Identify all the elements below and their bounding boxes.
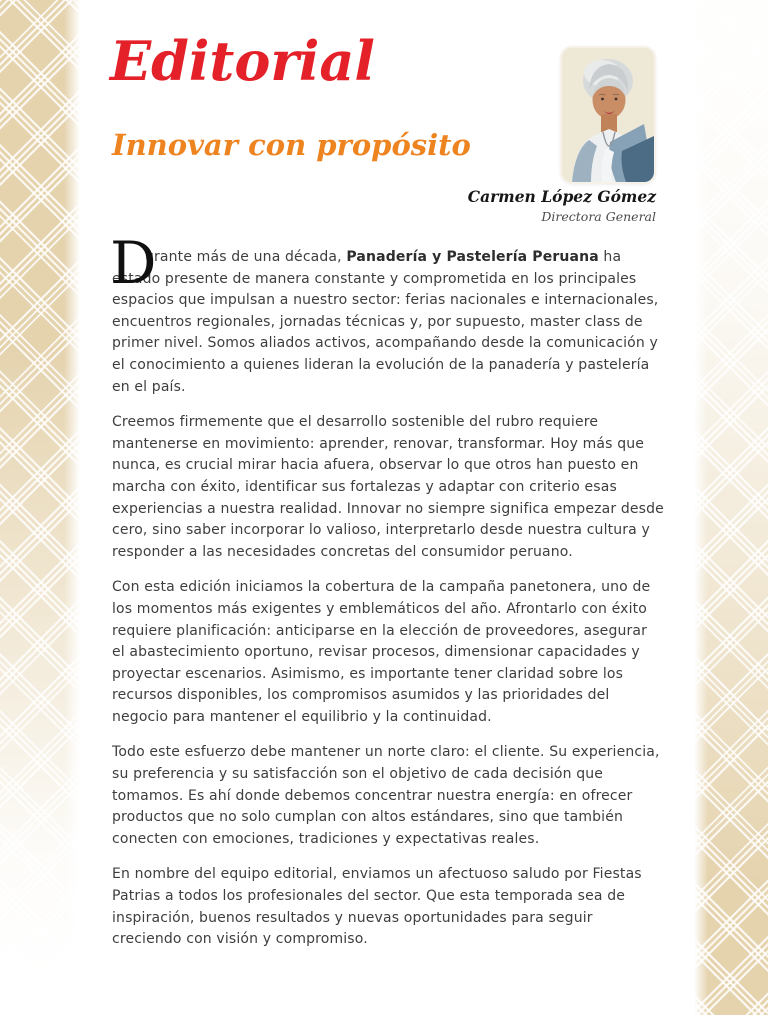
- right-lattice-border: [692, 0, 768, 1015]
- paragraph-1-text: urante más de una década,: [145, 249, 347, 265]
- paragraph-5: En nombre del equipo editorial, enviamos un afectuoso saludo por Fiestas Patrias a todos los profesionales del sector. Que esta temporada sea de inspiración, buenos resultados y nuevas oportunidades para seguir creciendo con visión y compromiso.: [112, 866, 642, 948]
- paragraph-1: [110, 229, 664, 398]
- magazine-name: Panadería y Pastelería Peruana: [346, 249, 599, 265]
- paragraph-4: Todo este esfuerzo debe mantener un norte claro: el cliente. Su experiencia, su preferencia y su satisfacción son el objetivo de cada decisión que tomamos. Es ahí donde debemos concentrar nuestra energía: en ofrecer productos que no solo cumplan con altos estándares, sino que también conecten con emociones, tradiciones y expectativas reales.: [112, 744, 660, 847]
- author-name: Carmen López Gómez: [467, 187, 656, 206]
- page-subtitle: Innovar con propósito: [112, 128, 471, 162]
- editorial-article: [110, 229, 664, 965]
- paragraph-1-text: ha estado presente de manera constante y comprometida en los principales espacios que impulsan a nuestro sector: ferias nacionales e internacionales, encuentros regionales, jornadas técnicas y, por supuesto, master class de primer nivel. Somos aliados activos, acompañando desde la comunicación y el conocimiento a quienes lideran la evolución de la panadería y pastelería en el país.: [112, 249, 659, 395]
- page-title: Editorial: [110, 29, 375, 93]
- left-lattice-border: [0, 0, 82, 1015]
- author-portrait-illustration: [562, 48, 654, 182]
- author-role: Directora General: [541, 209, 656, 224]
- author-photo: [562, 48, 654, 182]
- paragraph-2: Creemos firmemente que el desarrollo sostenible del rubro requiere mantenerse en movimiento: aprender, renovar, transformar. Hoy más que nunca, es crucial mirar hacia afuera, observar lo que otros han puesto en marcha con éxito, identificar sus fortalezas y adaptar con criterio esas experiencias a nuestra realidad. Innovar no siempre significa empezar desde cero, sino saber incorporar lo valioso, interpretarlo desde nuestra cultura y responder a las necesidades concretas del consumidor peruano.: [112, 414, 664, 560]
- lattice-fade-overlay: [0, 0, 82, 1015]
- lattice-fade-overlay: [692, 0, 768, 1015]
- drop-cap: D: [110, 229, 157, 297]
- paragraph-3: Con esta edición iniciamos la cobertura de la campaña panetonera, uno de los momentos más exigentes y emblemáticos del año. Afrontarlo con éxito requiere planificación: anticiparse en la elección de proveedores, asegurar el abastecimiento oportuno, revisar procesos, dimensionar capacidades y proyectar escenarios. Asimismo, es importante tener claridad sobre los recursos disponibles, los compromisos asumidos y las prioridades del negocio para mantener el equilibrio y la continuidad.: [112, 579, 651, 725]
